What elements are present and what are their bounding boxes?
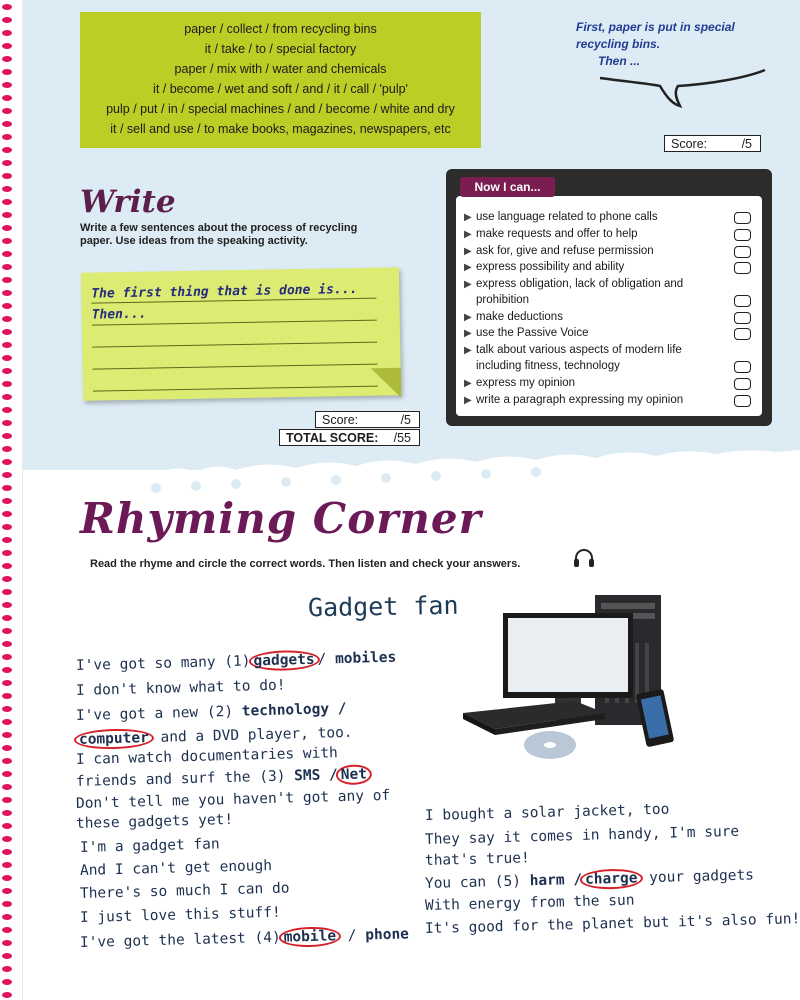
checklist-item: ▶ express obligation, lack of obligation and xyxy=(464,276,734,293)
binding-ring xyxy=(2,420,12,426)
self-check-box[interactable] xyxy=(734,262,751,274)
poem-line: I've got so many (1) gadgets / mobiles xyxy=(75,649,397,674)
self-check-box[interactable] xyxy=(734,229,751,241)
binding-ring xyxy=(2,30,12,36)
note-line-2: Then... xyxy=(91,306,147,323)
binding-ring xyxy=(2,862,12,868)
note-line-1: The first thing that is done is... xyxy=(91,281,358,302)
poem-line: friends and surf the (3) SMS / Net xyxy=(76,764,371,792)
sticky-note-fold xyxy=(371,368,402,399)
binding-ring xyxy=(2,342,12,348)
score-box-write xyxy=(315,411,420,428)
binding-ring xyxy=(2,888,12,894)
poem-line: I just love this stuff! xyxy=(79,904,281,926)
binding-ring xyxy=(2,797,12,803)
prompt-line: pulp / put / in / special machines / and / become / white and dry xyxy=(106,102,455,116)
binding-ring xyxy=(2,160,12,166)
bullet-icon: ▶ xyxy=(464,378,472,389)
binding-ring xyxy=(2,277,12,283)
binding-ring xyxy=(2,459,12,465)
poem-title: Gadget fan xyxy=(307,590,459,623)
binding-ring xyxy=(2,589,12,595)
binding-ring xyxy=(2,212,12,218)
binding-ring xyxy=(2,615,12,621)
bullet-icon: ▶ xyxy=(464,345,472,356)
binding-ring xyxy=(2,563,12,569)
poem-line: Don't tell me you haven't got any of xyxy=(75,787,391,812)
computer-illustration xyxy=(455,583,775,783)
binding-ring xyxy=(2,381,12,387)
binding-ring xyxy=(2,901,12,907)
binding-ring xyxy=(2,225,12,231)
binding-ring xyxy=(2,238,12,244)
binding-ring xyxy=(2,56,12,62)
checklist-item: ▶ express my opinion xyxy=(464,375,734,392)
binding-ring xyxy=(2,602,12,608)
checklist-item: ▶ talk about various aspects of modern life xyxy=(464,342,734,359)
bullet-icon: ▶ xyxy=(464,262,472,273)
binding-ring xyxy=(2,667,12,673)
binding-ring xyxy=(2,121,12,127)
poem-line: And I can't get enough xyxy=(79,857,273,879)
poem-line: They say it comes in handy, I'm sure xyxy=(424,823,740,848)
binding-ring xyxy=(2,641,12,647)
answer-circle: gadgets xyxy=(248,650,320,672)
poem-line: I'm a gadget fan xyxy=(79,836,220,856)
self-check-box[interactable] xyxy=(734,361,751,373)
rhyming-corner-title: Rhyming Corner xyxy=(80,494,482,543)
note-rule xyxy=(93,386,378,392)
binding-ring xyxy=(2,706,12,712)
binding-ring xyxy=(2,849,12,855)
self-check-box[interactable] xyxy=(734,312,751,324)
binding-ring xyxy=(2,992,12,998)
binding-ring xyxy=(2,524,12,530)
checklist-item: ▶ write a paragraph expressing my opinion xyxy=(464,392,734,409)
binding-ring xyxy=(2,576,12,582)
speaking-prompts-box xyxy=(80,12,481,148)
total-score-value: /55 xyxy=(393,431,411,445)
prompt-line: it / take / to / special factory xyxy=(204,42,357,56)
binding-ring xyxy=(2,147,12,153)
binding-ring xyxy=(2,550,12,556)
poem-line: I've got a new (2) technology / xyxy=(75,700,347,724)
binding-ring xyxy=(2,4,12,10)
write-heading: Write xyxy=(80,184,176,220)
binding-ring xyxy=(2,771,12,777)
binding-ring xyxy=(2,979,12,985)
answer-circle: charge xyxy=(580,868,643,890)
binding-ring xyxy=(2,303,12,309)
binding-ring xyxy=(2,732,12,738)
poem-line: these gadgets yet! xyxy=(75,811,234,832)
spiral-binding xyxy=(0,0,23,1000)
binding-ring xyxy=(2,134,12,140)
binding-ring xyxy=(2,654,12,660)
binding-ring xyxy=(2,407,12,413)
poem-line: I've got the latest (4) mobile / phone xyxy=(79,926,410,951)
speech-bubble xyxy=(560,0,770,110)
write-instruction: Write a few sentences about the process of recycling paper. Use ideas from the speaking activity. xyxy=(80,222,358,247)
poem-line: With energy from the sun xyxy=(424,892,635,914)
binding-ring xyxy=(2,82,12,88)
binding-ring xyxy=(2,784,12,790)
self-check-box[interactable] xyxy=(734,295,751,307)
sticky-note xyxy=(81,267,401,401)
checklist-item: ▶ make deductions xyxy=(464,309,734,326)
binding-ring xyxy=(2,472,12,478)
binding-ring xyxy=(2,316,12,322)
binding-ring xyxy=(2,329,12,335)
binding-ring xyxy=(2,43,12,49)
binding-ring xyxy=(2,875,12,881)
binding-ring xyxy=(2,745,12,751)
score-value: /5 xyxy=(400,413,411,427)
checklist-item-cont: prohibition xyxy=(476,294,530,306)
binding-ring xyxy=(2,485,12,491)
prompt-line: paper / mix with / water and chemicals xyxy=(174,62,387,76)
speech-line-1: First, paper is put in special xyxy=(576,20,735,34)
bullet-icon: ▶ xyxy=(464,212,472,223)
note-rule xyxy=(92,342,377,348)
score-value: /5 xyxy=(741,137,752,151)
poem-line: that's true! xyxy=(424,850,530,869)
checklist-item-cont: including fitness, technology xyxy=(476,360,620,372)
binding-ring xyxy=(2,108,12,114)
poem-line: It's good for the planet but it's also fun! xyxy=(424,911,800,937)
binding-ring xyxy=(2,836,12,842)
binding-ring xyxy=(2,17,12,23)
binding-ring xyxy=(2,446,12,452)
binding-ring xyxy=(2,173,12,179)
self-check-box[interactable] xyxy=(734,395,751,407)
checklist-item: ▶ express possibility and ability xyxy=(464,259,734,276)
bullet-icon: ▶ xyxy=(464,328,472,339)
prompt-line: paper / collect / from recycling bins xyxy=(184,22,377,36)
rhyming-instruction: Read the rhyme and circle the correct words. Then listen and check your answers. xyxy=(90,558,521,570)
binding-ring xyxy=(2,823,12,829)
binding-ring xyxy=(2,433,12,439)
binding-ring xyxy=(2,368,12,374)
total-score-box xyxy=(279,429,420,446)
poem-line: There's so much I can do xyxy=(79,880,290,902)
score-box-speaking xyxy=(664,135,761,152)
binding-ring xyxy=(2,251,12,257)
self-check-box[interactable] xyxy=(734,378,751,390)
note-rule xyxy=(93,364,378,370)
poem-line: I don't know what to do! xyxy=(75,677,286,699)
checklist-item: ▶ make requests and offer to help xyxy=(464,226,734,243)
binding-ring xyxy=(2,628,12,634)
binding-ring xyxy=(2,680,12,686)
answer-circle: computer xyxy=(74,728,154,750)
speech-line-2: recycling bins. xyxy=(576,37,661,51)
poem-line: I can watch documentaries with xyxy=(75,745,339,768)
bullet-icon: ▶ xyxy=(464,312,472,323)
self-check-box[interactable] xyxy=(734,328,751,340)
checklist-item: ▶ use the Passive Voice xyxy=(464,325,734,342)
answer-circle: Net xyxy=(336,764,373,785)
binding-ring xyxy=(2,966,12,972)
binding-ring xyxy=(2,537,12,543)
poem-line: I bought a solar jacket, too xyxy=(424,801,670,824)
binding-ring xyxy=(2,940,12,946)
poem-line: computer and a DVD player, too. xyxy=(76,723,353,750)
answer-circle: mobile xyxy=(278,926,341,948)
binding-ring xyxy=(2,953,12,959)
checklist-item: ▶ use language related to phone calls xyxy=(464,209,734,226)
bullet-icon: ▶ xyxy=(464,279,472,290)
poem-line: You can (5) harm / charge your gadgets xyxy=(424,867,755,892)
binding-ring xyxy=(2,511,12,517)
binding-ring xyxy=(2,69,12,75)
bullet-icon: ▶ xyxy=(464,246,472,257)
score-label: Score: xyxy=(671,137,708,151)
bullet-icon: ▶ xyxy=(464,229,472,240)
now-i-can-tab: Now I can... xyxy=(460,177,555,197)
binding-ring xyxy=(2,693,12,699)
checklist-item: ▶ ask for, give and refuse permission xyxy=(464,243,734,260)
binding-ring xyxy=(2,199,12,205)
self-check-box[interactable] xyxy=(734,212,751,224)
binding-ring xyxy=(2,186,12,192)
binding-ring xyxy=(2,927,12,933)
binding-ring xyxy=(2,758,12,764)
score-label: Score: xyxy=(322,413,359,427)
speech-line-3: Then ... xyxy=(598,54,640,68)
binding-ring xyxy=(2,810,12,816)
binding-ring xyxy=(2,394,12,400)
self-check-box[interactable] xyxy=(734,246,751,258)
bullet-icon: ▶ xyxy=(464,395,472,406)
total-score-label: TOTAL SCORE: xyxy=(286,431,379,445)
prompt-line: it / become / wet and soft / and / it / call / 'pulp' xyxy=(153,82,408,96)
headphones-icon xyxy=(572,546,596,570)
binding-ring xyxy=(2,719,12,725)
binding-ring xyxy=(2,498,12,504)
binding-ring xyxy=(2,355,12,361)
binding-ring xyxy=(2,264,12,270)
binding-ring xyxy=(2,95,12,101)
binding-ring xyxy=(2,290,12,296)
binding-ring xyxy=(2,914,12,920)
prompt-line: it / sell and use / to make books, magazines, newspapers, etc xyxy=(110,122,451,136)
